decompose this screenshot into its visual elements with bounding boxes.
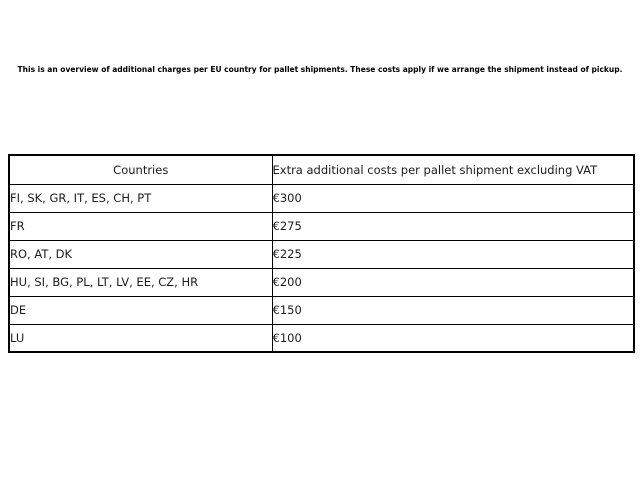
column-header-countries: Countries [9, 155, 272, 184]
cost-cell: €150 [272, 296, 634, 324]
countries-cell: LU [9, 324, 272, 352]
intro-caption: This is an overview of additional charges per EU country for pallet shipments. These costs apply if we arrange the shipment instead of pickup. [17, 65, 623, 74]
cost-cell: €300 [272, 184, 634, 212]
table-row [9, 212, 634, 240]
charges-table [8, 154, 635, 353]
cost-cell: €200 [272, 268, 634, 296]
countries-cell: HU, SI, BG, PL, LT, LV, EE, CZ, HR [9, 268, 272, 296]
countries-cell: RO, AT, DK [9, 240, 272, 268]
table-row [9, 184, 634, 212]
cost-cell: €275 [272, 212, 634, 240]
cost-cell: €225 [272, 240, 634, 268]
table-row [9, 240, 634, 268]
countries-cell: FI, SK, GR, IT, ES, CH, PT [9, 184, 272, 212]
table-row [9, 296, 634, 324]
column-header-costs: Extra additional costs per pallet shipment excluding VAT [272, 155, 634, 184]
countries-cell: DE [9, 296, 272, 324]
countries-cell: FR [9, 212, 272, 240]
cost-cell: €100 [272, 324, 634, 352]
table-row [9, 268, 634, 296]
table-row [9, 324, 634, 352]
table-header-row [9, 155, 634, 184]
